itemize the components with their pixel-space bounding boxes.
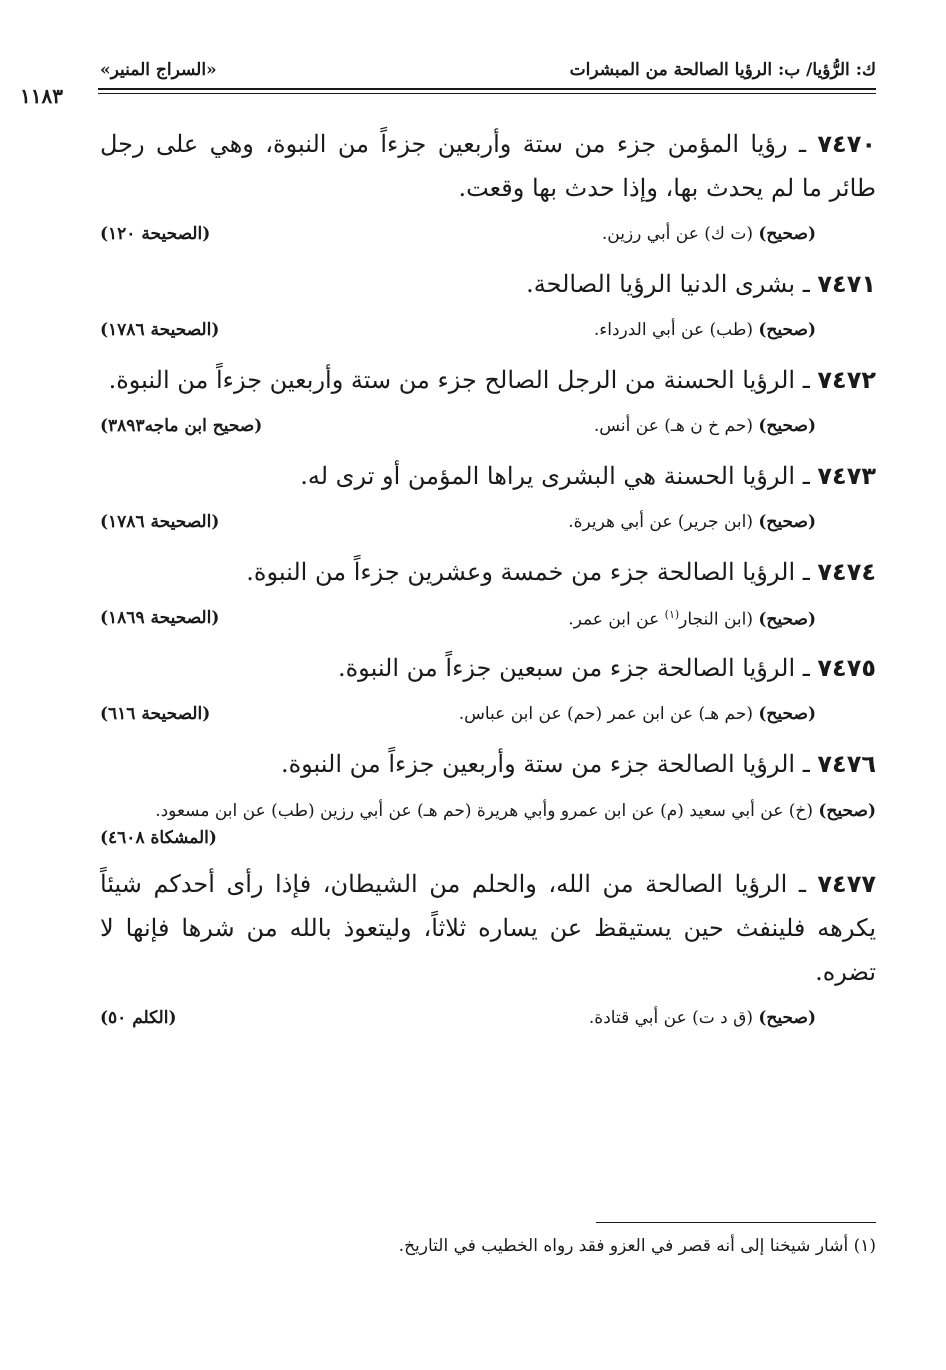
page-header bbox=[20, 54, 876, 110]
narrators: (حم خ ن هـ) عن أنس. bbox=[593, 416, 753, 436]
hadith-text: ـ الرؤيا الصالحة جزء من ستة وأربعين جزءاً من النبوة. bbox=[280, 750, 810, 778]
narrators: (ابن النجار bbox=[679, 609, 753, 630]
narrators: (حم هـ) عن ابن عمر (حم) عن ابن عباس. bbox=[458, 704, 753, 724]
source-ref: (الكلم ٥٠) bbox=[100, 1008, 177, 1028]
hadith-text: ـ بشرى الدنيا الرؤيا الصالحة. bbox=[526, 270, 810, 298]
hadith-number: ٧٤٧٧ bbox=[817, 870, 876, 898]
chapter-title: ك: الرُّؤيا/ ب: الرؤيا الصالحة من المبشرات bbox=[569, 60, 876, 80]
grade: (صحيح) bbox=[758, 416, 816, 436]
source-ref: (الصحيحة ٦١٦) bbox=[100, 704, 211, 724]
narrators: (طب) عن أبي الدرداء. bbox=[593, 320, 753, 340]
hadith-reference bbox=[100, 504, 876, 544]
source-ref: (صحيح ابن ماجه٣٨٩٣) bbox=[100, 416, 263, 436]
hadith-reference bbox=[100, 216, 876, 256]
page-number: ١١٨٣ bbox=[20, 84, 63, 108]
hadith-text: ـ الرؤيا الصالحة من الله، والحلم من الشيطان، فإذا رأى أحدكم شيئاً يكرهه فلينفث حين يستيقظ عن يساره ثلاثاً، وليتعوذ بالله من شرها فإنها لا تضره. bbox=[100, 870, 876, 986]
narrators: (ت ك) عن أبي رزين. bbox=[601, 224, 753, 244]
hadith-text: ـ الرؤيا الصالحة جزء من خمسة وعشرين جزءاً من النبوة. bbox=[246, 558, 810, 586]
grade: (صحيح) bbox=[758, 224, 816, 244]
grade: (صحيح) bbox=[758, 512, 816, 532]
hadith-7475 bbox=[100, 646, 876, 736]
narrators-tail: عن ابن عمر. bbox=[568, 609, 665, 630]
hadith-number: ٧٤٧١ bbox=[817, 270, 876, 298]
hadith-reference bbox=[100, 1000, 876, 1040]
source-ref: (المشكاة ٤٦٠٨) bbox=[100, 828, 217, 848]
hadith-text: ـ الرؤيا الحسنة هي البشرى يراها المؤمن أو ترى له. bbox=[300, 462, 810, 490]
footnote-rule bbox=[596, 1222, 876, 1223]
hadith-reference bbox=[100, 696, 876, 736]
footnote-marker[interactable]: (١) bbox=[664, 608, 680, 621]
hadith-7474 bbox=[100, 550, 876, 640]
hadith-7477 bbox=[100, 862, 876, 1040]
hadith-7473 bbox=[100, 454, 876, 544]
hadith-7476 bbox=[100, 742, 876, 856]
source-ref: (الصحيحة ١٨٦٩) bbox=[100, 608, 220, 628]
source-ref: (الصحيحة ١٧٨٦) bbox=[100, 512, 220, 532]
hadith-number: ٧٤٧٢ bbox=[817, 366, 876, 394]
hadith-number: ٧٤٧٦ bbox=[817, 750, 876, 778]
narrators: (ابن جرير) عن أبي هريرة. bbox=[568, 512, 753, 532]
hadith-number: ٧٤٧٥ bbox=[817, 654, 876, 682]
hadith-number: ٧٤٧٤ bbox=[817, 558, 876, 586]
header-rule-thin bbox=[98, 93, 876, 94]
grade: (صحيح) bbox=[818, 801, 876, 821]
hadith-7470 bbox=[100, 122, 876, 256]
hadith-7471 bbox=[100, 262, 876, 352]
hadith-reference bbox=[100, 792, 876, 856]
source-ref: (الصحيحة ١٧٨٦) bbox=[100, 320, 220, 340]
hadith-reference bbox=[100, 312, 876, 352]
hadith-7472 bbox=[100, 358, 876, 448]
narrators: (خ) عن أبي سعيد (م) عن ابن عمرو وأبي هريرة (حم هـ) عن أبي رزين (طب) عن ابن مسعود. bbox=[155, 801, 813, 821]
footnote: (١) أشار شيخنا إلى أنه قصر في العزو فقد رواه الخطيب في التاريخ. bbox=[398, 1236, 876, 1256]
hadith-number: ٧٤٧٠ bbox=[817, 130, 876, 158]
grade: (صحيح) bbox=[758, 320, 816, 340]
hadith-number: ٧٤٧٣ bbox=[817, 462, 876, 490]
grade: (صحيح) bbox=[758, 609, 816, 630]
hadith-reference bbox=[100, 408, 876, 448]
hadith-text: ـ رؤيا المؤمن جزء من ستة وأربعين جزءاً من النبوة، وهي على رجل طائر ما لم يحدث بها، وإذا حدث بها وقعت. bbox=[100, 130, 876, 202]
grade: (صحيح) bbox=[758, 1008, 816, 1028]
source-ref: (الصحيحة ١٢٠) bbox=[100, 224, 211, 244]
hadith-text: ـ الرؤيا الصالحة جزء من سبعين جزءاً من النبوة. bbox=[337, 654, 810, 682]
hadith-text: ـ الرؤيا الحسنة من الرجل الصالح جزء من ستة وأربعين جزءاً من النبوة. bbox=[108, 366, 810, 394]
header-rule bbox=[98, 88, 876, 90]
narrators: (ق د ت) عن أبي قتادة. bbox=[588, 1008, 753, 1028]
hadith-reference bbox=[100, 600, 876, 640]
book-title: «السراج المنير» bbox=[100, 60, 217, 80]
grade: (صحيح) bbox=[758, 704, 816, 724]
hadith-list bbox=[100, 122, 876, 1046]
